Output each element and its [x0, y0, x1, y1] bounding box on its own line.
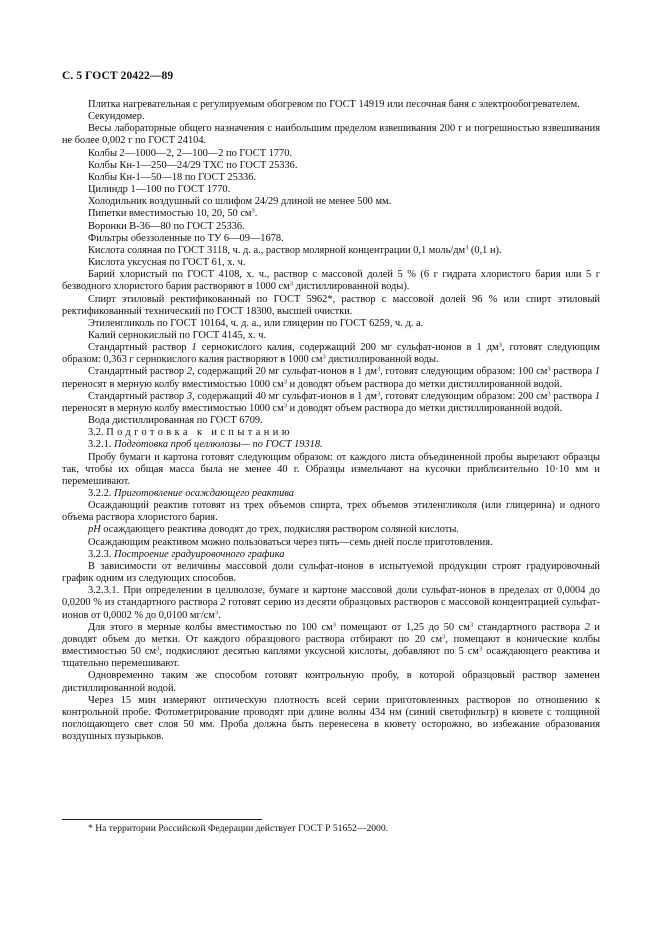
paragraph: Колбы Кн-1—250—24/29 ТХС по ГОСТ 25336.	[88, 159, 298, 171]
page-header: С. 5 ГОСТ 20422—89	[62, 70, 174, 82]
paragraph: Этиленгликоль по ГОСТ 10164, ч. д. а., или глицерин по ГОСТ 6259, ч. д. а.	[88, 317, 424, 329]
paragraph: Пипетки вместимостью 10, 20, 50 $см^3$.	[88, 207, 258, 220]
paragraph: Секундомер.	[88, 111, 145, 123]
paragraph: Кислота соляная по ГОСТ 3118, ч. д. а., раствор молярной концентрации 0,1 моль/$дм^3$ (0,1 н).	[88, 244, 502, 256]
paragraph: Барий хлористый по ГОСТ 4108, х. ч., раствор с массовой долей 5 % (6 г гидрата хлористого бария или 5 г безводного хлористого бария растворяют в 1000 $см^3$ дистиллированной воды).	[62, 269, 600, 293]
footnote: * На территории Российской Федерации действует ГОСТ Р 51652—2000.	[88, 823, 389, 834]
paragraph: Стандартный раствор 2, содержащий 20 мг сульфат-ионов в 1 $дм^3$, готовят следующим образом: 100 $см^3$ раствора 1 переносят в мерную колбу вместимостью 1000 $см^3$ и доводят объем раствора до метки дистиллированной водой.	[62, 365, 600, 390]
paragraph: Стандартный раствор 1 сернокислого калия, содержащий 200 мг сульфат-ионов в 1 $дм^3$, готовят следующим образом: 0,363 г сернокислого калия растворяют в 1000 $см^3$ дистиллированной воды.	[62, 341, 600, 366]
paragraph: Осаждающий реактив готовят из трех объемов спирта, трех объемов этиленгликоля (или глицерина) и одного объема раствора хлористого бария.	[62, 500, 600, 524]
paragraph: Весы лабораторные общего назначения с наибольшим пределом взвешивания 200 г и погрешностью взвешивания не более 0,002 г по ГОСТ 24104.	[62, 123, 600, 147]
paragraph: В зависимости от величины массовой доли сульфат-ионов в испытуемой продукции строят градуировочный график одним из следующих способов.	[62, 560, 600, 585]
paragraph: Для этого в мерные колбы вместимостью по 100 $см^3$ помещают от 1,25 до 50 $см^3$ стандартного раствора 2 и доводят объем до метки. От каждого образцового раствора отбирают по 20 $см^3$, помещают в конические колбы вместимостью 50 $см^3$, подкисляют десятью каплями уксусной кислоты, добавляют по 5 $см^3$ осаждающего реактива и тщательно перемешивают.	[62, 621, 600, 670]
paragraph: Через 15 мин измеряют оптическую плотность всей серии приготовленных растворов по отношению к контрольной пробе. Фотометрирование проводят при длине волны 434 нм (синий светофильтр) в кювете с толщиной поглощающего свет слоя 50 мм. Проба должна быть перенесена в кювету осторожно, во избежание образования воздушных пузырьков.	[62, 694, 600, 743]
paragraph: Вода дистиллированная по ГОСТ 6709.	[88, 415, 263, 427]
paragraph: Одновременно таким же способом готовят контрольную пробу, в которой образцовый раствор заменен дистиллированной водой.	[62, 670, 600, 694]
paragraph: Спирт этиловый ректификованный по ГОСТ 5962*, раствор с массовой долей 96 % или спирт этиловый ректификованный технический по ГОСТ 18300, высшей очистки.	[62, 293, 600, 317]
paragraph: Калий сернокислый по ГОСТ 4145, х. ч.	[88, 329, 267, 341]
paragraph: Воронки В-36—80 по ГОСТ 25336.	[88, 220, 245, 232]
paragraph: Пробу бумаги и картона готовят следующим образом: от каждого листа объединенной пробы вырезают образцы так, чтобы их общая масса была не менее 40 г. Образцы измельчают на кусочки приблизительно 10·10 мм и перемешивают.	[62, 451, 600, 487]
paragraph: Фильтры обеззоленные по ТУ 6—09—1678.	[88, 232, 284, 244]
paragraph: Колбы 2—1000—2, 2—100—2 по ГОСТ 1770.	[88, 147, 293, 159]
body-text	[62, 99, 600, 743]
paragraph: 3.2.3.1. При определении в целлюлозе, бумаге и картоне массовой доли сульфат-ионов в пределах от 0,0004 до 0,0200 % из стандартного раствора 2 готовят серию из десяти образцовых растворов с массовой концентрацией сульфат-ионов от 0,0002 % до 0,0100 $мг/см^3$.	[62, 585, 600, 621]
paragraph: Холодильник воздушный со шлифом 24/29 длиной не менее 500 мм.	[88, 196, 392, 208]
paragraph: Колбы Кн-1—50—18 по ГОСТ 25336.	[88, 171, 257, 183]
paragraph: 3.2.1. Подготовка проб целлюлозы— по ГОСТ 19318.	[88, 439, 323, 451]
paragraph: Кислота уксусная по ГОСТ 61, х. ч.	[88, 257, 246, 269]
paragraph: 3.2.2. Приготовление осаждающего реактива	[88, 488, 294, 499]
paragraph: pH осаждающего реактива доводят до трех, подкисляя раствором соляной кислоты.	[88, 524, 459, 536]
paragraph: Цилиндр 1—100 по ГОСТ 1770.	[88, 184, 231, 196]
paragraph: Осаждающим реактивом можно пользоваться через пять—семь дней после приготовления.	[88, 536, 493, 548]
paragraph: Стандартный раствор 3, содержащий 40 мг сульфат-ионов в 1 $дм^3$, готовят следующим образом: 200 $см^3$ раствора 1 переносят в мерную колбу вместимостью 1000 $см^3$ и доводят объем раствора до метки дистиллированной водой.	[62, 390, 600, 414]
footnote-divider	[62, 819, 262, 820]
paragraph: 3.2. Подготовка к испытанию	[88, 427, 293, 439]
paragraph: Плитка нагревательная с регулируемым обогревом по ГОСТ 14919 или песочная баня с электрообогревателем.	[88, 99, 580, 110]
paragraph: 3.2.3. Построение градуировочного графика	[88, 548, 285, 560]
